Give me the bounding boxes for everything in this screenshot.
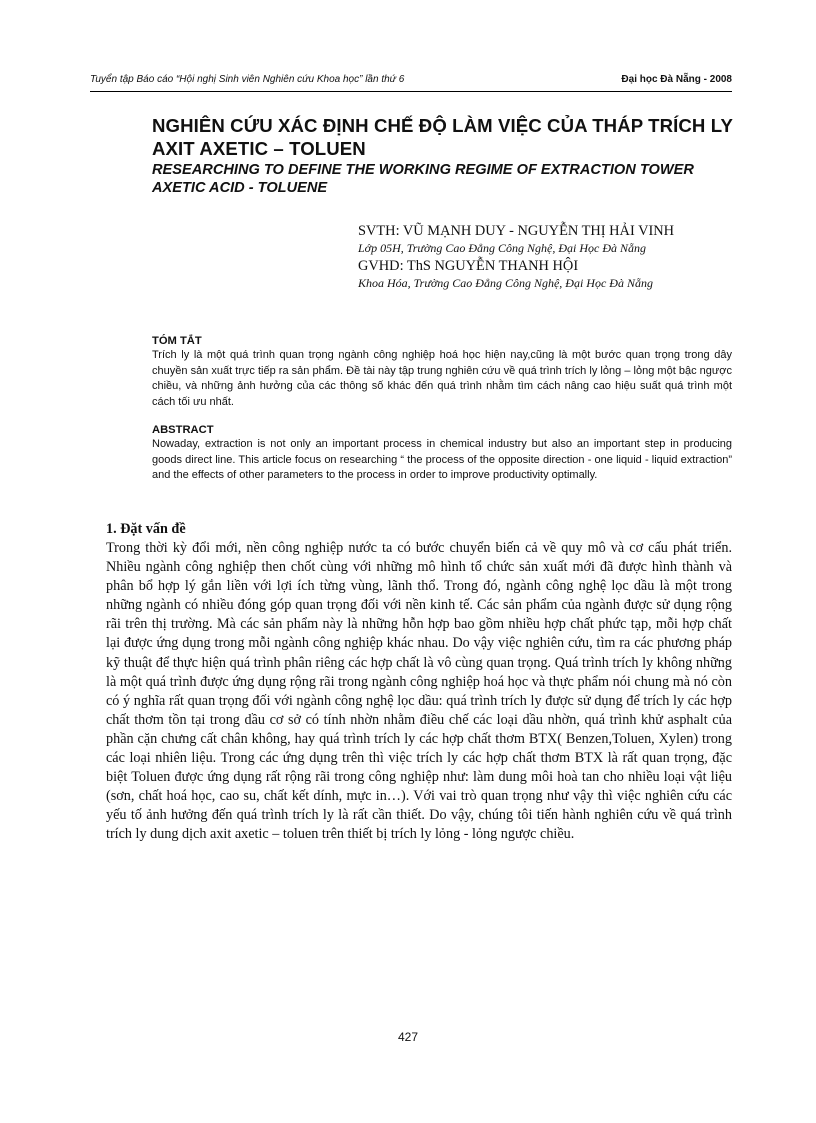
advisor: GVHD: ThS NGUYỄN THANH HỘI xyxy=(358,258,579,274)
paper-title-english: RESEARCHING TO DEFINE THE WORKING REGIME OF EXTRACTION TOWER AXETIC ACID - TOLUENE xyxy=(152,162,694,196)
abstract-heading: ABSTRACT xyxy=(152,424,214,436)
header-university-year: Đại học Đà Nẵng - 2008 xyxy=(621,74,732,85)
summary-text: Trích ly là một quá trình quan trọng ngành công nghiệp hoá học hiện nay,cũng là một bước quan trọng trong dây chuyền sản xuất trực tiếp ra sản phẩm. Đề tài này tập trung nghiên cứu về quá trình trích ly lỏng – lỏng một bậc ngược chiều, và những ảnh hưởng của các thông số khác đến quá trình nhằm tìm cách nâng cao hiệu suất quá trình một cách tối ưu nhất. xyxy=(152,349,732,408)
summary-heading: TÓM TẮT xyxy=(152,335,202,347)
header-proceedings-title: Tuyển tập Báo cáo “Hội nghị Sinh viên Nghiên cứu Khoa học” lần thứ 6 xyxy=(90,74,405,85)
section-body: Trong thời kỳ đổi mới, nền công nghiệp nước ta có bước chuyển biến cả về quy mô và cơ cấu phát triển. Nhiều ngành công nghiệp then chốt cùng với những mô hình tổ chức sản xuất mới đã được hình thành và phân bổ hợp lý gắn liền với lợi ích từng vùng, lãnh thổ. Trong đó, ngành công nghệ lọc dầu là một trong những ngành có nhiều đóng góp quan trọng đối với nền kinh tế. Các sản phẩm của ngành được sử dụng rộng rãi trên thị trường. Mà các sản phẩm này là những hỗn hợp bao gồm nhiều hợp chất phức tạp, mỗi hợp chất lại được ứng dụng trong mỗi ngành công nghiệp khác nhau. Do vậy việc nghiên cứu, tìm ra các phương pháp kỹ thuật để thực hiện quá trình phân riêng các hợp chất là vô cùng quan trọng. Quá trình trích ly không những là một quá trình được ứng dụng rộng rãi trong ngành công nghiệp hoá học và thực phẩm nói chung mà nó còn có ý nghĩa rất quan trọng đối với ngành công nghệ lọc dầu: quá trình trích ly được sử dụng để trích ly các hợp chất thơm tồn tại trong dầu cơ sở có tính nhờn nhằm điều chế các loại dầu nhờn, quá trình khử asphalt của phần cặn chưng cất chân không, hay quá trình trích ly các hợp chất thơm BTX( Benzen,Toluen, Xylen) trong các loại nhiên liệu. Trong các ứng dụng trên thì việc trích ly các hợp chất thơm BTX là rất quan trọng, đặc biệt Toluen được ứng dụng rất rộng rãi trong công nghiệp như: làm dung môi hoà tan cho nhiều loại vật liệu (sơn, chất hoá học, cao su, chất kết dính, mực in…). Với vai trò quan trọng như vậy thì việc nghiên cứu các yếu tố ảnh hưởng đến quá trình trích ly là rất cần thiết. Do vậy, chúng tôi tiến hành nghiên cứu về quá trình trích ly dung dịch axit axetic – toluen trên thiết bị trích ly lỏng - lỏng ngược chiều. xyxy=(106,540,732,843)
abstract-text: Nowaday, extraction is not only an important process in chemical industry but also an important step in producing goods direct line. This article focus on researching “ the process of the opposite direction - one liquid - liquid extraction” and the effects of other parameters to the process in order to improve productivity optimally. xyxy=(152,438,732,482)
running-header xyxy=(90,74,732,92)
title-block xyxy=(152,114,742,197)
section-1 xyxy=(106,520,732,845)
section-heading: 1. Đặt vấn đề xyxy=(106,521,186,537)
advisor-affiliation: Khoa Hóa, Trường Cao Đẳng Công Nghệ, Đại Học Đà Nẵng xyxy=(358,276,653,290)
student-affiliation: Lớp 05H, Trường Cao Đẳng Công Nghệ, Đại Học Đà Nẵng xyxy=(358,241,647,255)
english-abstract xyxy=(152,423,732,484)
page-number: 427 xyxy=(397,1030,419,1044)
author-block xyxy=(358,222,738,292)
paper-title-vietnamese: NGHIÊN CỨU XÁC ĐỊNH CHẾ ĐỘ LÀM VIỆC CỦA THÁP TRÍCH LY AXIT AXETIC – TOLUEN xyxy=(152,115,733,159)
vietnamese-summary xyxy=(152,334,732,410)
student-authors: SVTH: VŨ MẠNH DUY - NGUYỄN THỊ HẢI VINH xyxy=(358,223,675,239)
